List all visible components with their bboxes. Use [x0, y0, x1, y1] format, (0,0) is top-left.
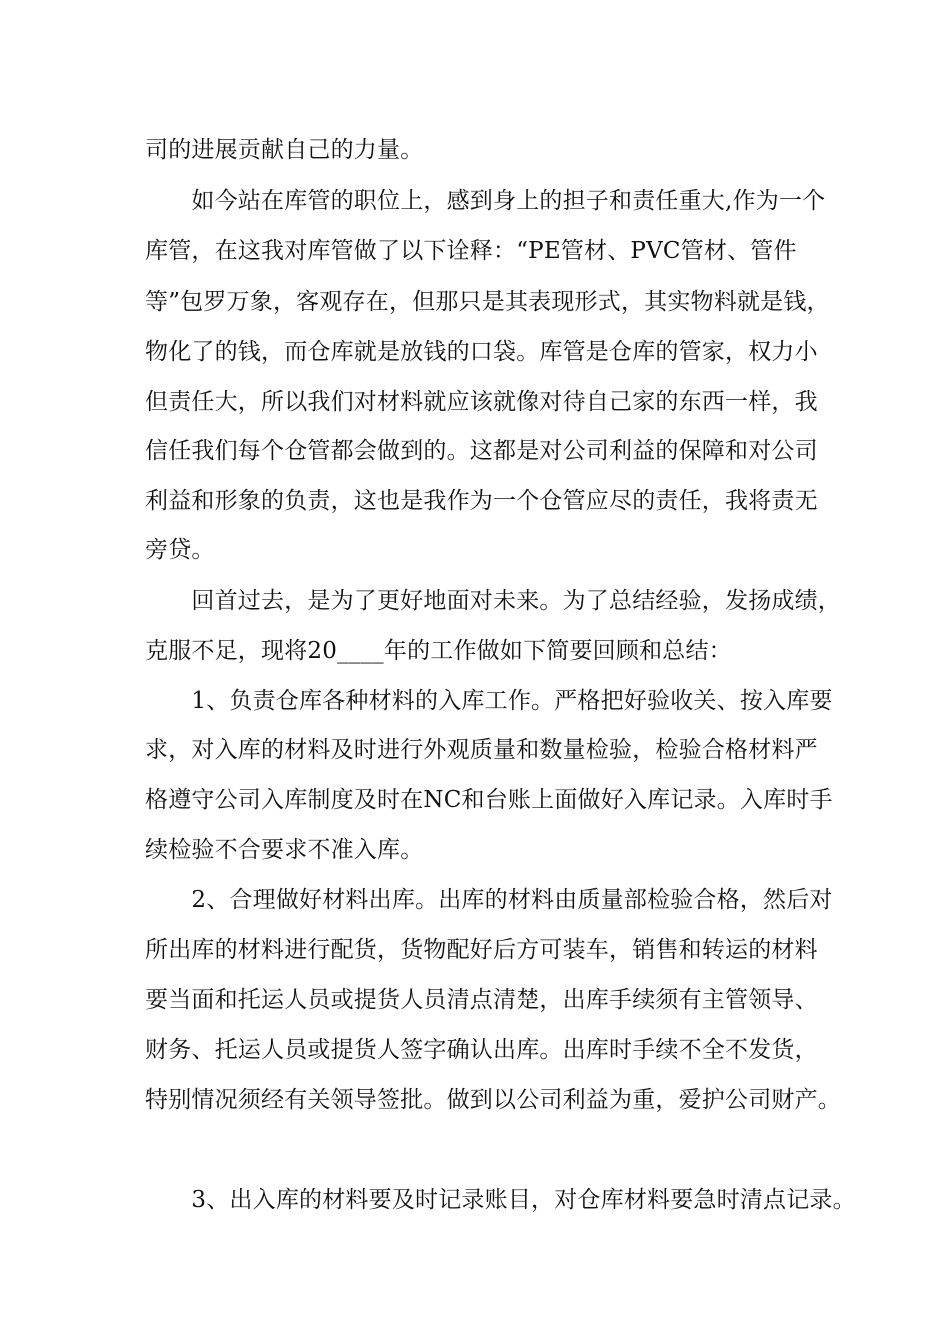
text-line: 如今站在库管的职位上，感到身上的担子和责任重大,作为一个	[145, 188, 826, 214]
text-line: 特别情况须经有关领导签批。做到以公司利益为重，爱护公司财产。	[145, 1087, 841, 1113]
text-line: 利益和形象的负责，这也是我作为一个仓管应尽的责任，我将责无	[145, 488, 818, 514]
text-line: 但责任大，所以我们对材料就应该就像对待自己家的东西一样，我	[145, 389, 818, 415]
text-line: 3、出入库的材料要及时记录账目，对仓库材料要急时清点记录。	[145, 1187, 856, 1213]
text-line: 要当面和托运人员或提货人员清点清楚，出库手续须有主管领导、	[145, 987, 818, 1013]
text-line: 司的进展贡献自己的力量。	[145, 137, 424, 163]
text-line: 2、合理做好材料出库。出库的材料由质量部检验合格，然后对	[145, 887, 833, 913]
text-line: 克服不足，现将20____年的工作做如下简要回顾和总结：	[145, 638, 732, 664]
text-line: 库管，在这我对库管做了以下诠释：“PE管材、PVC管材、管件	[145, 238, 797, 264]
text-line: 格遵守公司入库制度及时在NC和台账上面做好入库记录。入库时手	[145, 787, 833, 813]
text-line: 回首过去，是为了更好地面对未来。为了总结经验，发扬成绩，	[145, 588, 841, 614]
text-line: 求，对入库的材料及时进行外观质量和数量检验，检验合格材料严	[145, 737, 818, 763]
text-line: 物化了的钱，而仓库就是放钱的口袋。库管是仓库的管家，权力小	[145, 339, 818, 365]
text-line: 续检验不合要求不准入库。	[145, 837, 424, 863]
text-line: 等”包罗万象，客观存在，但那只是其表现形式，其实物料就是钱，	[145, 289, 830, 315]
text-line: 信任我们每个仓管都会做到的。这都是对公司利益的保障和对公司	[145, 438, 818, 464]
text-line: 1、负责仓库各种材料的入库工作。严格把好验收关、按入库要	[145, 688, 833, 714]
text-line: 财务、托运人员或提货人签字确认出库。出库时手续不全不发货，	[145, 1037, 818, 1063]
text-line: 旁贷。	[145, 537, 215, 563]
text-line: 所出库的材料进行配货，货物配好后方可装车，销售和转运的材料	[145, 937, 818, 963]
